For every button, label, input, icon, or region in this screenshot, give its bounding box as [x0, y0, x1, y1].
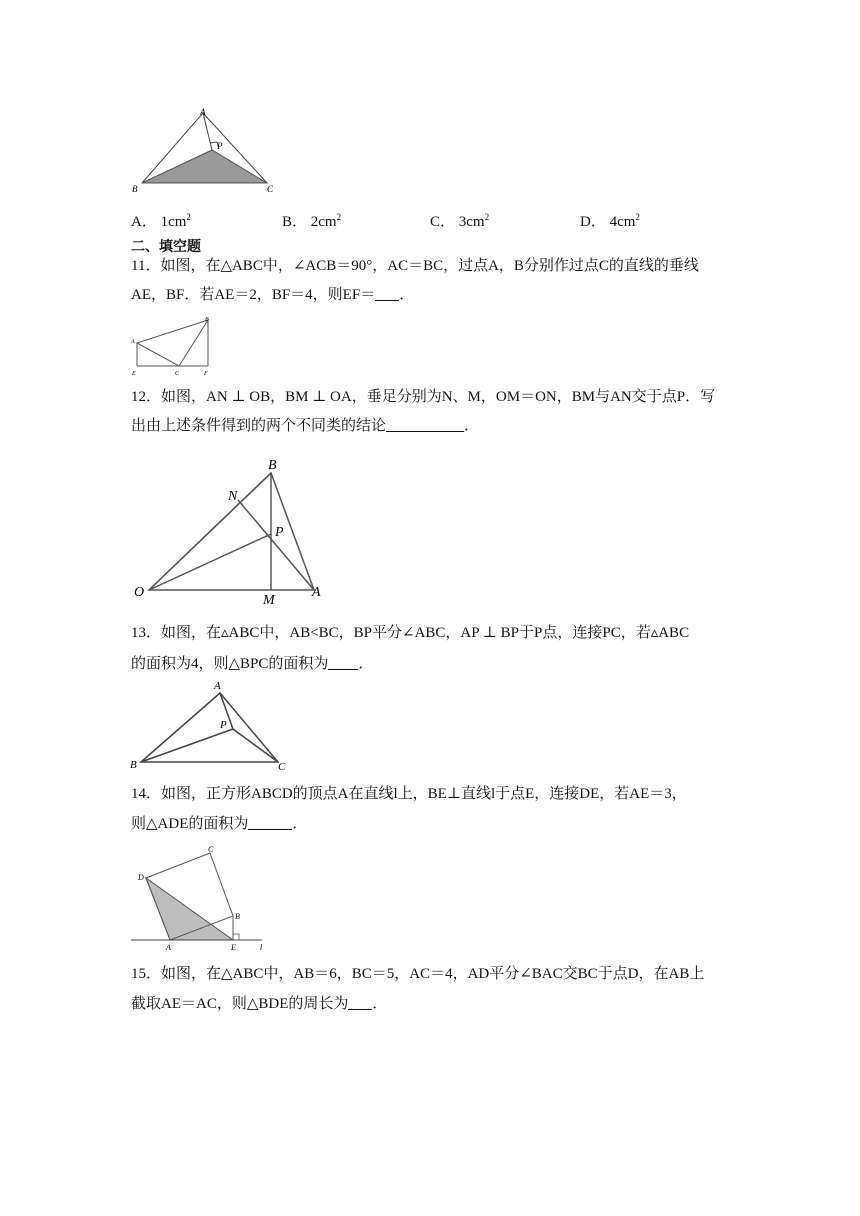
label-p: P: [275, 525, 284, 540]
q11-line2: AE，BF．若AE＝2，BF＝4，则EF＝ ．: [131, 287, 415, 303]
label-e: E: [132, 371, 136, 377]
q12-line2: 出由上述条件得到的两个不同类的结论 ．: [131, 418, 480, 434]
q14-line1: 14．如图，正方形ABCD的顶点A在直线l上，BE⊥直线l于点E，连接DE，若AE＝3，: [131, 786, 687, 802]
label-a: A: [200, 107, 206, 117]
label-f: F: [204, 371, 208, 377]
q11-answer-blank[interactable]: [375, 286, 399, 301]
figure-q13: [128, 676, 294, 776]
label-a: A: [131, 339, 135, 345]
label-o: O: [134, 585, 145, 600]
label-a: A: [214, 680, 221, 692]
figure-q11: [128, 313, 218, 377]
q15-line1: 15．如图，在△ABC中，AB＝6，BC＝5，AC＝4，AD平分∠BAC交BC于点D，在AB上: [131, 966, 705, 982]
q12-answer-blank[interactable]: [386, 417, 464, 432]
option-b[interactable]: B． $2cm^2$: [282, 212, 342, 230]
option-a[interactable]: A． $1cm^2$: [131, 212, 191, 230]
figure-q14: [128, 843, 268, 953]
q11-line1: 11．如图，在△ABC中，∠ACB＝90°，AC＝BC，过点A，B分别作过点C的直线的垂线: [131, 258, 699, 274]
label-b: B: [235, 912, 240, 921]
label-d: D: [138, 873, 144, 882]
label-c: C: [175, 371, 180, 377]
option-c[interactable]: C． $3cm^2$: [430, 212, 490, 230]
label-c: C: [278, 761, 286, 773]
label-a: A: [312, 585, 321, 600]
label-p: P: [217, 141, 223, 151]
option-d[interactable]: D． $4cm^2$: [580, 212, 640, 230]
q13-answer-blank[interactable]: [328, 655, 358, 670]
label-n: N: [228, 489, 238, 504]
q13-line1: 13．如图，在▵ABC中，AB<BC，BP平分∠ABC，AP ⊥ BP于P点，连接PC，若▵ABC: [131, 625, 690, 641]
label-b: B: [205, 317, 209, 323]
label-l: l: [260, 943, 263, 952]
figure-q12: [130, 452, 340, 607]
label-c: C: [208, 845, 214, 854]
q14-line2: 则△ADE的面积为 ．: [131, 816, 308, 832]
q15-answer-blank[interactable]: [348, 995, 372, 1010]
label-b: B: [268, 458, 277, 473]
label-b: B: [130, 759, 137, 771]
label-a: A: [166, 943, 171, 952]
label-c: C: [267, 184, 274, 194]
figure-q10: [128, 104, 288, 196]
q12-line1: 12．如图，AN ⊥ OB，BM ⊥ OA，垂足分别为N、M，OM＝ON，BM与AN交于点P．写: [131, 389, 716, 405]
label-p: P: [220, 719, 227, 731]
label-b: B: [132, 184, 138, 194]
label-m: M: [263, 593, 275, 607]
label-e: E: [231, 943, 236, 952]
q14-answer-blank[interactable]: [248, 815, 292, 830]
q15-line2: 截取AE＝AC，则△BDE的周长为 ．: [131, 996, 388, 1012]
q13-line2: 的面积为4，则△BPC的面积为 ．: [131, 656, 374, 672]
section-title: 二、填空题: [131, 239, 201, 255]
